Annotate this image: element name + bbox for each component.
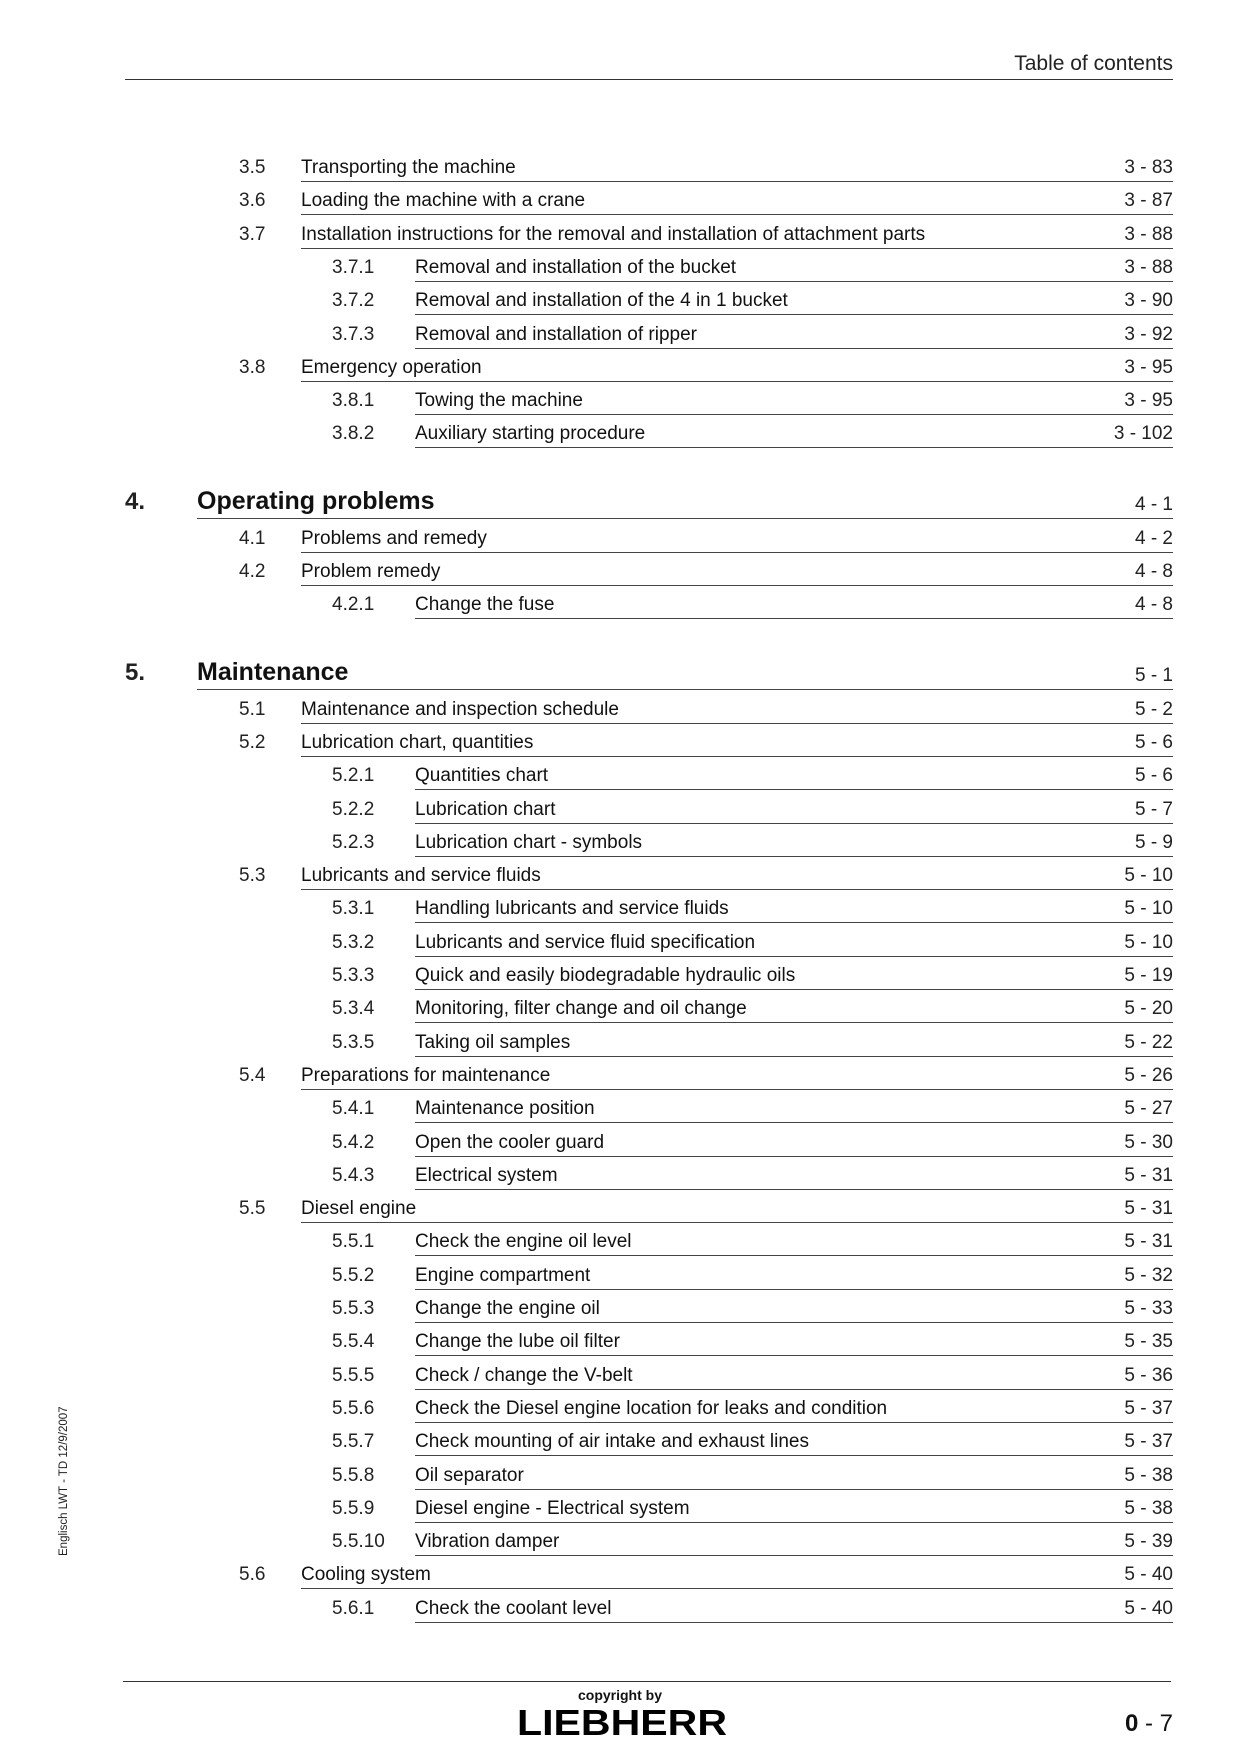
- toc-entry-page: 3 - 83: [1124, 157, 1173, 178]
- toc-entry-title: Check / change the V-belt: [415, 1364, 633, 1386]
- toc-entry-number: 5.2: [239, 731, 266, 753]
- toc-entry-row[interactable]: [0, 1389, 1240, 1423]
- toc-entry-row[interactable]: [0, 723, 1240, 757]
- toc-entry-number: 5.3.1: [332, 898, 375, 920]
- toc-entry-title: Check mounting of air intake and exhaust lines: [415, 1431, 809, 1453]
- toc-entry-row[interactable]: [0, 1356, 1240, 1390]
- toc-entry-row[interactable]: [0, 381, 1240, 415]
- toc-entry-number: 5.4.2: [332, 1131, 375, 1153]
- toc-entry-row[interactable]: [0, 1489, 1240, 1523]
- toc-entry-title: Diesel engine: [301, 1198, 417, 1220]
- toc-entry-row[interactable]: [0, 889, 1240, 923]
- toc-entry-page: 3 - 95: [1124, 390, 1173, 412]
- toc-entry-page: 5 - 9: [1134, 831, 1173, 853]
- toc-entry-title: Change the engine oil: [415, 1298, 600, 1319]
- toc-entry-number: 5.6.1: [332, 1597, 375, 1619]
- toc-entry-title: Auxiliary starting procedure: [415, 423, 646, 445]
- toc-entry-row[interactable]: [0, 989, 1240, 1023]
- toc-entry-row[interactable]: [0, 690, 1240, 724]
- toc-entry-number: 5.3.5: [332, 1031, 375, 1053]
- toc-entry-title: Transporting the machine: [301, 157, 516, 178]
- toc-entry-number: 5.5.10: [332, 1531, 385, 1553]
- toc-entry-row[interactable]: [0, 756, 1240, 790]
- toc-entry-title: Removal and installation of ripper: [415, 323, 697, 345]
- toc-entry-row[interactable]: [0, 585, 1240, 619]
- copyright-label: copyright by: [577, 1687, 662, 1703]
- toc-entry-page: 4 - 2: [1134, 527, 1173, 549]
- toc-entry-number: 5.4.1: [332, 1098, 375, 1120]
- toc-entry-page: 5 - 40: [1124, 1597, 1173, 1619]
- toc-entry-page: 3 - 88: [1124, 256, 1173, 278]
- toc-entry-row[interactable]: [0, 1589, 1240, 1623]
- toc-entry-row[interactable]: [0, 315, 1240, 349]
- toc-entry-page: 5 - 26: [1124, 1064, 1173, 1086]
- toc-entry-page: 5 - 6: [1134, 765, 1173, 787]
- toc-entry-title: Check the Diesel engine location for leaks and condition: [415, 1397, 888, 1419]
- toc-entry-number: 3.7: [239, 223, 266, 245]
- toc-entry-number: 5.5.3: [332, 1298, 375, 1319]
- toc-entry-page: 5 - 2: [1134, 698, 1173, 720]
- toc-entry-number: 3.8.2: [332, 423, 375, 445]
- toc-entry-page: 5 - 39: [1124, 1531, 1173, 1553]
- toc-entry-row[interactable]: [0, 1422, 1240, 1456]
- toc-entry-row[interactable]: [0, 956, 1240, 990]
- toc-entry-title: Problems and remedy: [301, 527, 487, 549]
- toc-entry-page: 5 - 10: [1124, 865, 1173, 887]
- logo-text: LIEBHERR: [517, 1704, 727, 1738]
- toc-entry-row[interactable]: [0, 1222, 1240, 1256]
- toc-entry-page: 5 - 38: [1124, 1497, 1173, 1519]
- toc-entry-number: 5.3.3: [332, 965, 375, 986]
- toc-entry-row[interactable]: [0, 1256, 1240, 1290]
- toc-entry-number: 5.: [125, 658, 146, 686]
- toc-entry-page: 5 - 6: [1134, 731, 1173, 753]
- toc-entry-row[interactable]: [0, 348, 1240, 382]
- toc-entry-title: Removal and installation of the 4 in 1 bucket: [415, 290, 788, 312]
- toc-entry-page: 5 - 22: [1124, 1031, 1173, 1053]
- toc-entry-row[interactable]: [0, 1322, 1240, 1356]
- toc-entry-row[interactable]: [0, 1555, 1240, 1589]
- running-header-title: Table of contents: [1014, 52, 1173, 75]
- toc-entry-row[interactable]: [0, 148, 1240, 182]
- toc-entry-title: Installation instructions for the removal and installation of attachment parts: [301, 223, 926, 245]
- toc-entry-number: 5.5.4: [332, 1331, 375, 1353]
- toc-entry-number: 3.8.1: [332, 390, 375, 412]
- toc-entry-page: 5 - 32: [1124, 1264, 1173, 1286]
- toc-entry-page: 3 - 87: [1124, 190, 1173, 212]
- toc-entry-title: Change the lube oil filter: [415, 1331, 620, 1353]
- toc-entry-title: Loading the machine with a crane: [301, 190, 586, 212]
- toc-entry-row[interactable]: [0, 248, 1240, 282]
- toc-entry-number: 5.4.3: [332, 1164, 375, 1186]
- page-number: [1125, 1710, 1173, 1738]
- toc-entry-number: 3.7.2: [332, 290, 375, 312]
- toc-entry-row[interactable]: [0, 552, 1240, 586]
- toc-entry-title: Emergency operation: [301, 356, 482, 378]
- toc-entry-row[interactable]: [0, 1023, 1240, 1057]
- toc-entry-title: Cooling system: [301, 1564, 431, 1586]
- toc-entry-title: Handling lubricants and service fluids: [415, 898, 729, 920]
- toc-entry-number: 5.4: [239, 1064, 266, 1086]
- page-number-chapter: 0: [1124, 1710, 1139, 1737]
- toc-entry-number: 5.5: [239, 1198, 266, 1220]
- toc-entry-number: 5.3: [239, 865, 266, 887]
- toc-entry-page: 3 - 88: [1124, 223, 1173, 245]
- toc-entry-number: 3.8: [239, 356, 266, 378]
- toc-entry-title: Maintenance: [197, 657, 349, 686]
- toc-entry-row[interactable]: [0, 1156, 1240, 1190]
- toc-entry-page: 5 - 30: [1124, 1131, 1173, 1153]
- toc-entry-row[interactable]: [0, 856, 1240, 890]
- toc-entry-page: 5 - 31: [1124, 1231, 1173, 1253]
- toc-entry-page: 4 - 8: [1134, 594, 1173, 616]
- toc-entry-row[interactable]: [0, 1189, 1240, 1223]
- toc-entry-title: Check the coolant level: [415, 1597, 612, 1619]
- toc-entry-title: Vibration damper: [415, 1531, 560, 1553]
- toc-entry-number: 5.2.3: [332, 831, 375, 853]
- toc-entry-number: 5.5.6: [332, 1397, 375, 1419]
- toc-entry-number: 3.5: [239, 157, 266, 178]
- toc-entry-title: Check the engine oil level: [415, 1231, 632, 1253]
- toc-entry-page: 3 - 95: [1124, 356, 1173, 378]
- toc-entry-row[interactable]: [0, 181, 1240, 215]
- toc-entry-row[interactable]: [0, 414, 1240, 448]
- toc-entry-number: 4.2.1: [332, 594, 375, 616]
- toc-entry-page: 5 - 33: [1124, 1298, 1173, 1319]
- toc-entry-title: Preparations for maintenance: [301, 1064, 551, 1086]
- toc-entry-title: Quick and easily biodegradable hydraulic oils: [415, 965, 796, 986]
- toc-entry-page: 5 - 10: [1124, 898, 1173, 920]
- toc-entry-title: Lubricants and service fluids: [301, 865, 541, 887]
- toc-entry-number: 5.5.8: [332, 1464, 375, 1486]
- toc-entry-underline: [415, 618, 1173, 619]
- toc-entry-page: 4 - 1: [1134, 493, 1173, 515]
- toc-entry-title: Lubricants and service fluid specification: [415, 931, 756, 953]
- toc-entry-title: Lubrication chart: [415, 798, 556, 820]
- toc-entry-number: 4.1: [239, 527, 266, 549]
- toc-entry-title: Towing the machine: [415, 390, 583, 412]
- toc-chapter-row[interactable]: [0, 485, 1240, 519]
- footer-rule: [123, 1681, 1171, 1682]
- toc-entry-underline: [415, 1622, 1173, 1623]
- toc-entry-page: 3 - 90: [1124, 290, 1173, 312]
- toc-chapter-row[interactable]: [0, 656, 1240, 690]
- toc-entry-row[interactable]: [0, 1522, 1240, 1556]
- toc-entry-title: Taking oil samples: [415, 1031, 571, 1053]
- toc-entry-page: 5 - 37: [1124, 1397, 1173, 1419]
- toc-entry-row[interactable]: [0, 1089, 1240, 1123]
- toc-entry-number: 5.5.5: [332, 1364, 375, 1386]
- toc-entry-page: 5 - 7: [1134, 798, 1173, 820]
- toc-entry-number: 4.2: [239, 561, 266, 582]
- toc-entry-number: 5.3.2: [332, 931, 375, 953]
- toc-entry-row[interactable]: [0, 823, 1240, 857]
- toc-entry-number: 3.7.3: [332, 323, 375, 345]
- toc-entry-number: 5.5.7: [332, 1431, 375, 1453]
- toc-entry-page: 3 - 92: [1124, 323, 1173, 345]
- toc-entry-page: 5 - 40: [1124, 1564, 1173, 1586]
- toc-entry-page: 5 - 1: [1134, 664, 1173, 686]
- page-number-value: 7: [1159, 1710, 1173, 1737]
- toc-entry-number: 5.1: [239, 698, 266, 720]
- toc-entry-row[interactable]: [0, 790, 1240, 824]
- toc-entry-number: 5.5.1: [332, 1231, 375, 1253]
- toc-entry-page: 5 - 20: [1124, 998, 1173, 1020]
- document-side-note: Englisch LWT - TD 12/9/2007: [58, 1406, 70, 1556]
- toc-entry-page: 5 - 27: [1124, 1098, 1173, 1120]
- toc-entry-row[interactable]: [0, 1056, 1240, 1090]
- toc-entry-title: Diesel engine - Electrical system: [415, 1497, 690, 1519]
- toc-entry-row[interactable]: [0, 923, 1240, 957]
- toc-entry-number: 5.2.1: [332, 765, 375, 787]
- toc-entry-row[interactable]: [0, 1123, 1240, 1157]
- toc-entry-underline: [415, 447, 1173, 448]
- toc-entry-number: 5.3.4: [332, 998, 375, 1020]
- toc-entry-number: 3.7.1: [332, 256, 375, 278]
- toc-entry-number: 5.5.9: [332, 1497, 375, 1519]
- toc-entry-row[interactable]: [0, 281, 1240, 315]
- toc-entry-page: 5 - 31: [1124, 1198, 1173, 1220]
- toc-entry-title: Lubrication chart - symbols: [415, 831, 643, 853]
- toc-entry-page: 5 - 36: [1124, 1364, 1173, 1386]
- toc-entry-title: Operating problems: [197, 486, 435, 515]
- toc-entry-row[interactable]: [0, 215, 1240, 249]
- toc-entry-row[interactable]: [0, 519, 1240, 553]
- toc-entry-page: 5 - 35: [1124, 1331, 1173, 1353]
- toc-entry-title: Monitoring, filter change and oil change: [415, 998, 747, 1020]
- toc-entry-title: Change the fuse: [415, 594, 555, 616]
- toc-entry-title: Maintenance position: [415, 1098, 595, 1120]
- toc-entry-page: 5 - 37: [1124, 1431, 1173, 1453]
- toc-entry-page: 3 - 102: [1113, 423, 1173, 445]
- toc-entry-number: 5.6: [239, 1564, 266, 1586]
- toc-entry-title: Engine compartment: [415, 1264, 591, 1286]
- toc-entry-row[interactable]: [0, 1289, 1240, 1323]
- toc-entry-title: Oil separator: [415, 1464, 524, 1486]
- toc-entry-title: Lubrication chart, quantities: [301, 731, 534, 753]
- toc-entry-title: Problem remedy: [301, 561, 441, 582]
- toc-entry-number: 5.2.2: [332, 798, 375, 820]
- toc-entry-title: Electrical system: [415, 1164, 558, 1186]
- toc-entry-page: 5 - 19: [1124, 965, 1173, 986]
- toc-entry-page: 5 - 31: [1124, 1164, 1173, 1186]
- toc-entry-title: Quantities chart: [415, 765, 549, 787]
- toc-entry-title: Maintenance and inspection schedule: [301, 698, 619, 720]
- toc-entry-number: 3.6: [239, 190, 266, 212]
- toc-entry-row[interactable]: [0, 1456, 1240, 1490]
- toc-entry-number: 5.5.2: [332, 1264, 375, 1286]
- toc-entry-title: Removal and installation of the bucket: [415, 256, 737, 278]
- toc-entry-title: Open the cooler guard: [415, 1131, 605, 1153]
- toc-entry-page: 4 - 8: [1134, 561, 1173, 582]
- liebherr-logo: [516, 1704, 728, 1738]
- toc-entry-page: 5 - 38: [1124, 1464, 1173, 1486]
- toc-entry-page: 5 - 10: [1124, 931, 1173, 953]
- page-number-separator: -: [1138, 1710, 1160, 1737]
- toc-entry-number: 4.: [125, 487, 146, 515]
